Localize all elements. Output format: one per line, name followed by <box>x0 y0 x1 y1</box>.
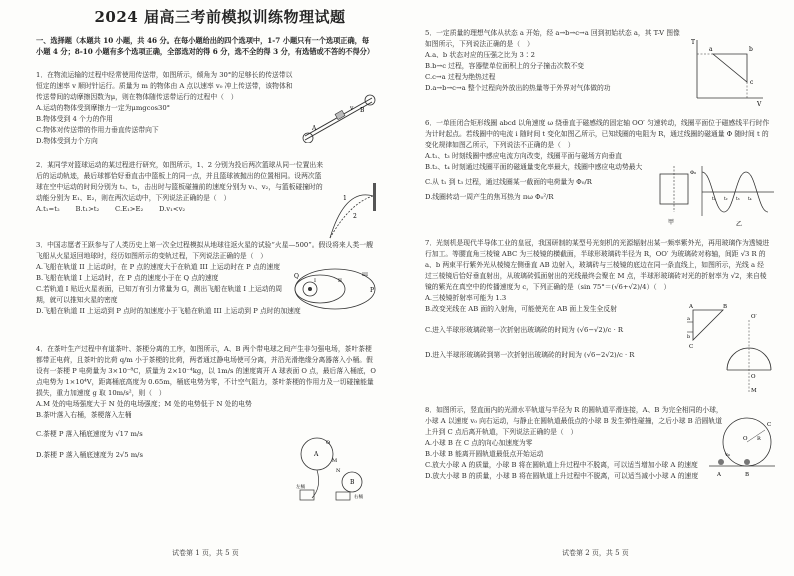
question-7-option-d: D.进入半球形玻璃砖到第一次折射出玻璃砖的时间为 (√6−2√2)/c · R <box>425 351 635 359</box>
tea-label-left-bucket: 左桶 <box>296 485 305 490</box>
question-4-option-b: B.茶叶落入右桶，茶梗落入左桶 <box>36 411 132 419</box>
question-4-option-d: D.茶梗 P 落入桶底速度为 2√5 m/s <box>36 451 143 459</box>
question-2-option-b: B.t₁>t₂ <box>75 205 100 213</box>
tea-label-right-bucket: 右桶 <box>354 495 363 500</box>
circular-track-figure <box>707 410 777 480</box>
tea-label-m: M <box>332 458 338 464</box>
question-4-stem: 4．在茶叶生产过程中有道茶叶、茶梗分离的工序，如图所示，A、B 两个带电球之间产生非匀强电场，茶叶茶梗都带正电荷，且茶叶的比荷 q/m 小于茶梗的比荷，两者通过静电场使可分离，并沿光滑绝缘分离器落入小桶。假设有一茶梗 P 电荷量为 3×10⁻⁸C，质量为 2×10⁻⁴kg，以 1m/s 的速度离开 A 球表面 O 点，最后落入桶底，O 点电势为 1×10⁴V，距离桶底高度为 0.65m，桶底电势为零，不计空气阻力，茶叶茶梗的作用力及一切碰撞能量损失，重力加速度 g 取 10m/s²，则（ ） <box>36 345 376 397</box>
question-8-option-a: A.小球 B 在 C 点的向心加速度为零 <box>425 439 533 447</box>
coil-label-t3: t₃ <box>736 197 740 202</box>
tv-label-c: c <box>750 79 754 86</box>
orbit-label-p: P <box>370 287 375 294</box>
t-v-graph-figure <box>687 36 767 106</box>
footer-page-left: 试卷第 1 页，共 5 页 <box>172 549 239 557</box>
question-8 <box>425 405 725 482</box>
question-6-stem: 6．一单匝闭合矩形线圈 abcd 以角速度 ω 绕垂直于磁感线的固定轴 OO′ 匀速转动，线圈平面位于磁感线平行时作为计时起点。若线圈中的电流 i 随时间 t 变化如图乙所示，已知线圈的电阻为 R，通过线圈的磁通量 Φ 随时间 t 的变化规律如图乙所示，下列说法不正确的是（ ） <box>425 119 770 149</box>
trajectory-label-1: 1 <box>343 195 347 202</box>
orbit-label-q: Q <box>294 273 299 280</box>
question-5-option-c: C.c→a 过程为绝热过程 <box>425 73 496 81</box>
coil-label-t4: t₄ <box>748 197 752 202</box>
coil-label-t1: t₁ <box>712 197 716 202</box>
question-2-option-a: A.t₁=t₂ <box>36 205 60 213</box>
track-label-c: C <box>767 422 772 428</box>
tea-separation-figure <box>292 432 382 502</box>
prism-label-ray-a: a <box>687 316 690 322</box>
track-label-o: O <box>743 436 748 442</box>
question-8-option-c: C.放大小球 A 的质量，小球 B 将在圆轨道上升过程中不脱离，可以适当增加小球 A 的速度 <box>425 461 698 469</box>
question-7-option-a: A.三棱镜折射率可能为 1.3 <box>425 294 507 302</box>
orbit-label-ii: II <box>338 278 342 284</box>
tv-label-v: V <box>757 101 762 106</box>
question-7-option-b: B.改变光线在 AB 面的入射角，可能使光在 AB 面上发生全反射 <box>425 305 617 313</box>
question-8-option-b: B.小球 B 能离开圆轨道最低点开始运动 <box>425 450 544 458</box>
question-1-option-c: C.物体对传送带的作用力垂直传送带向下 <box>36 126 159 134</box>
prism-label-c: C <box>689 344 694 350</box>
question-7-option-c: C.进入半球形玻璃砖第一次折射出玻璃砖的时间为 (√6−√2)/c · R <box>425 326 624 334</box>
question-3-option-b: B.飞船在轨道 I 上运动时，在 P 点的速度小于在 Q 点的速度 <box>36 274 219 282</box>
question-2-options <box>36 204 326 215</box>
prism-lens-figure <box>687 300 772 395</box>
prism-label-m: M <box>751 388 757 394</box>
tv-label-a: a <box>709 46 713 53</box>
track-label-r: R <box>757 436 761 442</box>
tv-label-b: b <box>749 46 753 53</box>
question-4-option-c: C.茶梗 P 落入桶底速度为 √17 m/s <box>36 430 143 438</box>
orbit-label-iii: III <box>362 272 368 278</box>
question-6-option-b: B.t₂、t₄ 时刻通过线圈平面的磁通量变化率最大，线圈中感应电动势最大 <box>425 163 643 171</box>
question-5-option-b: B.b→c 过程，容器壁单位面积上的分子撞击次数不变 <box>425 62 585 70</box>
coil-label-yi: 乙 <box>736 221 743 228</box>
question-5-option-a: A.a、b 状态对应的压强之比为 3∶2 <box>425 51 536 59</box>
question-3-option-a: A.飞船在轨道 II 上运动时，在 P 点的速度大于在轨道 III 上运动时在 P 点的速度 <box>36 263 281 271</box>
page-title: 2024 届高三考前模拟训练物理试题 <box>94 8 346 26</box>
mars-orbit-figure <box>290 258 380 320</box>
question-3-option-c: C.若轨道 I 贴近火星表面，已知万有引力常量为 G，测出飞船在轨道 I 上运动的周期，就可以推知火星的密度 <box>36 285 283 304</box>
basketball-trajectory-figure <box>325 178 385 243</box>
question-1-option-b: B.物体受到 4 个力的作用 <box>36 115 113 123</box>
orbit-label-i: I <box>314 278 316 284</box>
section-instructions: 一、选择题（本题共 10 小题，共 46 分。在每小题给出的四个选项中，1-7 小题只有一个选项正确，每小题 4 分；8-10 小题有多个选项正确，全部选对的得 6 分，选不全的得 3 分，有选错或不答的不得分） <box>36 36 375 56</box>
question-3-stem: 3．中国志愿者王跃参与了人类历史上第一次全过程模拟从地球往返火星的试验“火星—500”。假设将来人类一艘飞船从火星返回地球时，经历如图所示的变轨过程，下列说法正确的是（ ） <box>36 241 373 260</box>
prism-label-a: A <box>689 304 693 310</box>
question-8-stem: 8．如图所示，竖直面内的光滑水平轨道与半径为 R 的圆轨道平滑连接，A、B 为完全相同的小球，小球 A 以速度 v₀ 向右运动，与静止在圆轨道最低点的小球 B 发生弹性碰撞，之后小球 B 沿圆轨道上升到 C 点后离开轨道，下列说法正确的是（ ） <box>425 406 723 436</box>
trajectory-label-2: 2 <box>353 213 357 220</box>
tea-label-n: N <box>336 468 341 474</box>
coil-label-jia: 甲 <box>668 219 675 226</box>
question-5-stem: 5．一定质量的理想气体从状态 a 开始，经 a→b→c→a 回到初始状态 a，其 T-V 图像如图所示，下列说法正确的是（ ） <box>425 29 680 48</box>
right-column <box>397 0 794 576</box>
question-2-option-d: D.v₁<v₂ <box>158 205 186 213</box>
coil-label-t2: t₂ <box>724 197 728 202</box>
svg-text:v: v <box>350 105 354 112</box>
footer-page-right: 试卷第 2 页，共 5 页 <box>562 549 629 557</box>
question-7-stem: 7．光刻机是现代半导体工业的皇冠，我国研制的某型号光刻机的光源辐射出某一频率紫外光，再用玻璃作为透镜进行加工。等腰直角三棱镜 ABC 为三棱镜的横截面，半球形玻璃砖半径为 R，OO′ 为玻璃砖对称轴，间距 √3 R 的 a、b 两束平行紫外光从棱镜左侧垂直 AB 边射入，玻璃砖与三棱镜的底边在同一条直线上，如图所示，光线 a 经过三棱镜后恰好垂直射出，从玻璃砖弧面射出的光线最终会聚在 M 点，半球形玻璃砖对光的折射率为 √2，来自棱镜的紫光在真空中的传播速度为 c，下列正确的是（sin 75°＝(√6+√2)/4）（ ） <box>425 239 770 291</box>
tv-label-t: T <box>691 39 696 46</box>
tea-label-a: A <box>314 451 319 458</box>
conveyor-belt-figure <box>300 88 380 143</box>
prism-label-o-prime: O′ <box>751 314 757 320</box>
question-3-option-d: D.飞船在轨道 II 上运动到 P 点时的加速度小于飞船在轨道 III 上运动到 P 点时的加速度 <box>36 307 301 315</box>
question-1-option-d: D.物体受到力个方向 <box>36 137 98 145</box>
coil-label-phi0: Φ₀ <box>690 170 697 176</box>
track-label-b: B <box>745 472 750 478</box>
question-6-option-d: D.线圈转动一周产生的焦耳热为 πω Φ₀²/R <box>425 193 554 201</box>
question-5 <box>425 28 685 94</box>
question-1-option-a: A.运动的物体受到摩擦力一定为μmgcos30° <box>36 104 171 112</box>
question-8-option-d: D.放大小球 B 的质量，小球 B 将在圆轨道上升过程中不脱离，可以适当减小小球 A 的速度 <box>425 472 699 480</box>
question-6-option-c: C.从 t₁ 到 t₃ 过程，通过线圈某一截面的电荷量为 Φ₀/R <box>425 178 592 186</box>
question-4-option-a: A.M 处的电场强度大于 N 处的电场强度；M 处的电势低于 N 处的电势 <box>36 400 252 408</box>
question-5-option-d: D.a→b→c→a 整个过程向外放出的热量等于外界对气体做的功 <box>425 84 611 92</box>
svg-text:A: A <box>312 125 317 132</box>
tea-label-b: B <box>350 479 355 486</box>
track-label-a: A <box>717 472 721 478</box>
question-1-stem: 1．在物流运输的过程中经常使用传送带，如图所示，倾角为 30°的足够长的传送带以恒定的速率 v 顺时针运行。质量为 m 的物体由 A 点以速率 v₀ 冲上传送带，该物体和传送带间的动摩擦因数为μ，则在物体随传送带运行的过程中（ ） <box>36 71 293 101</box>
prism-label-ray-b: b <box>687 334 691 340</box>
question-2-stem: 2．某同学对篮球运动的某过程进行研究，如图所示，1、2 分别为投后两次篮球从同一位置出来后的运动轨迹，最后球都恰好垂直击中篮板上的同一点，并且篮球被抛出的位置相同。设两次篮球在空中运动的时间分别为 t₁、t₂，击出时与篮板碰撞前的速度分别为 v₁、v₂，与篮板碰撞时的动能分别为 E₁、E₂，则在两次运动中，下列说法正确的是（ ） <box>36 161 324 202</box>
tea-label-o: O <box>326 440 331 446</box>
rotating-coil-figure <box>652 160 777 230</box>
track-label-v0: v₀ <box>725 452 730 458</box>
question-6-option-a: A.t₁、t₃ 时刻线圈中感应电流方向改变，线圈平面与磁场方向垂直 <box>425 152 622 160</box>
prism-label-o: O <box>751 374 756 380</box>
question-2-option-c: C.E₁>E₂ <box>114 205 144 213</box>
svg-text:B: B <box>360 107 365 114</box>
prism-label-b: B <box>723 304 728 310</box>
question-2 <box>36 160 326 215</box>
